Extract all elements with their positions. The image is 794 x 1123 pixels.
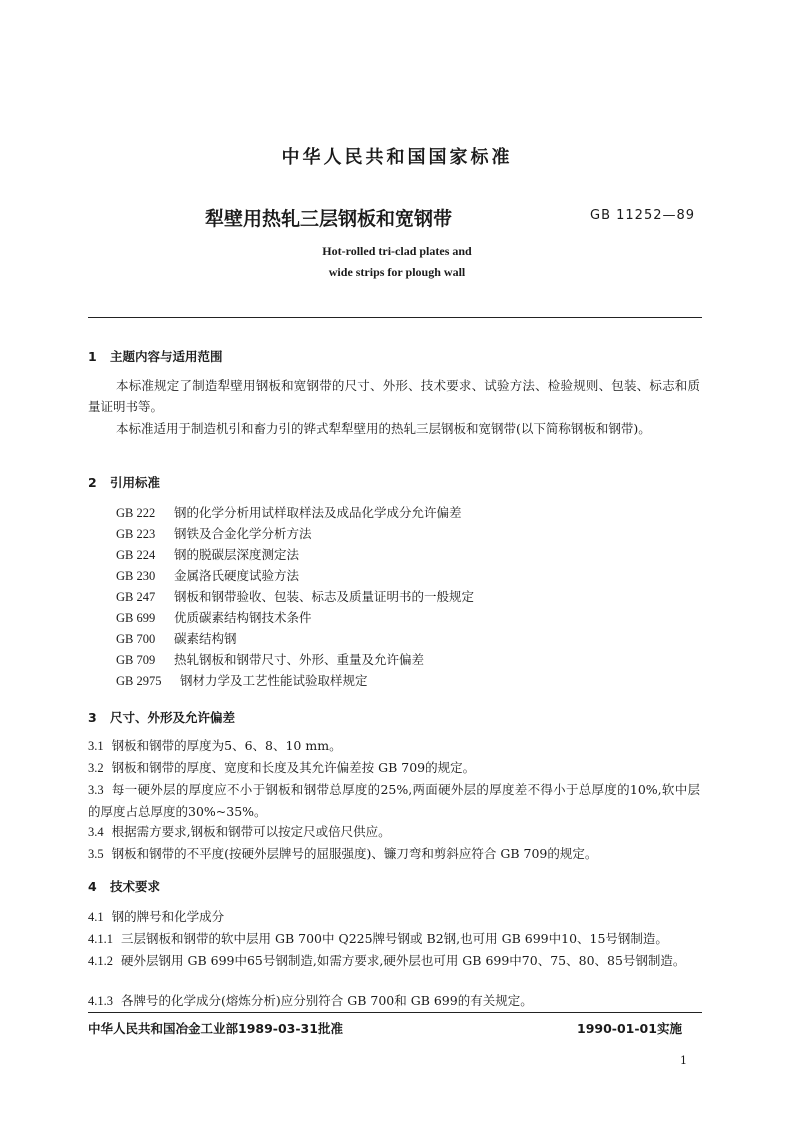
- clause-number: 4.1.2: [88, 954, 113, 968]
- effective-date: 1990-01-01实施: [577, 1021, 682, 1036]
- reference-title: 碳素结构钢: [174, 631, 237, 646]
- page-number: 1: [680, 1054, 687, 1067]
- document-title-en-line1: Hot-rolled tri-clad plates and: [322, 244, 472, 258]
- section-number: 1: [88, 349, 97, 364]
- clause-text: 三层钢板和钢带的软中层用 GB 700中 Q225牌号钢或 B2钢,也可用 GB 699中10、15号钢制造。: [121, 931, 668, 946]
- reference-title: 优质碳素结构钢技术条件: [174, 610, 312, 625]
- reference-item: [116, 608, 312, 626]
- reference-code: GB 223: [116, 527, 156, 541]
- clause-text: 钢板和钢带的厚度、宽度和长度及其允许偏差按 GB 709的规定。: [111, 760, 476, 775]
- reference-title: 钢板和钢带验收、包装、标志及质量证明书的一般规定: [174, 589, 475, 604]
- reference-title: 钢的化学分析用试样取样法及成品化学成分允许偏差: [174, 505, 462, 520]
- clause-item: [88, 906, 700, 928]
- national-standard-heading: 中华人民共和国国家标准: [281, 147, 513, 168]
- clause-text: 每一硬外层的厚度应不小于钢板和钢带总厚度的25%,两面硬外层的厚度差不得小于总厚度的10%,软中层的厚度占总厚度的30%~35%。: [88, 782, 700, 819]
- reference-code: GB 224: [116, 548, 156, 562]
- section-1-heading: [88, 347, 223, 365]
- reference-item: [116, 629, 237, 647]
- section-number: 4: [88, 879, 97, 894]
- clause-text: 钢的牌号和化学成分: [111, 909, 225, 924]
- section-3-heading: [88, 708, 235, 726]
- clause-text: 各牌号的化学成分(熔炼分析)应分别符合 GB 700和 GB 699的有关规定。: [121, 993, 533, 1008]
- reference-item: [116, 587, 474, 605]
- section-1-paragraph-1: 本标准规定了制造犁壁用钢板和宽钢带的尺寸、外形、技术要求、试验方法、检验规则、包装、标志和质量证明书等。: [88, 378, 700, 414]
- reference-item: [116, 524, 312, 542]
- reference-title: 金属洛氏硬度试验方法: [174, 568, 300, 583]
- reference-code: GB 709: [116, 653, 156, 667]
- clause-text: 硬外层钢用 GB 699中65号钢制造,如需方要求,硬外层也可用 GB 699中70、75、80、85号钢制造。: [121, 953, 686, 968]
- reference-item: [116, 503, 462, 521]
- reference-code: GB 247: [116, 590, 156, 604]
- clause-number: 4.1.1: [88, 932, 113, 946]
- clause-number: 3.3: [88, 783, 104, 797]
- reference-title: 钢铁及合金化学分析方法: [174, 526, 312, 541]
- clause-text: 根据需方要求,钢板和钢带可以按定尺或倍尺供应。: [111, 824, 391, 839]
- reference-title: 钢材力学及工艺性能试验取样规定: [180, 673, 368, 688]
- standard-code: GB 11252—89: [590, 208, 696, 223]
- section-title: 尺寸、外形及允许偏差: [110, 710, 236, 725]
- clause-number: 3.5: [88, 847, 104, 861]
- clause-number: 3.2: [88, 761, 104, 775]
- document-title-cn: 犁壁用热轧三层钢板和宽钢带: [205, 208, 453, 230]
- reference-item: [116, 566, 299, 584]
- section-number: 2: [88, 475, 97, 490]
- section-1-paragraph-2: 本标准适用于制造机引和畜力引的铧式犁犁壁用的热轧三层钢板和宽钢带(以下简称钢板和钢带)。: [116, 421, 651, 436]
- clause-item: [88, 990, 700, 1012]
- reference-code: GB 222: [116, 506, 156, 520]
- reference-item: [116, 650, 424, 668]
- clause-item: [88, 843, 700, 865]
- reference-item: [116, 671, 368, 689]
- clause-item: [88, 950, 700, 972]
- approval-line: 中华人民共和国冶金工业部1989-03-31批准: [88, 1021, 343, 1036]
- reference-title: 热轧钢板和钢带尺寸、外形、重量及允许偏差: [174, 652, 425, 667]
- section-title: 主题内容与适用范围: [110, 349, 223, 364]
- clause-number: 3.4: [88, 825, 104, 839]
- clause-item: [88, 821, 700, 843]
- reference-code: GB 699: [116, 611, 156, 625]
- reference-code: GB 700: [116, 632, 156, 646]
- clause-number: 4.1: [88, 910, 104, 924]
- section-title: 技术要求: [110, 879, 161, 894]
- footer-divider: [88, 1012, 702, 1013]
- clause-item: [88, 928, 700, 950]
- reference-code: GB 2975: [116, 674, 162, 688]
- clause-number: 3.1: [88, 739, 104, 753]
- section-4-heading: [88, 877, 160, 895]
- clause-text: 钢板和钢带的厚度为5、6、8、10 mm。: [111, 738, 342, 753]
- document-title-en-line2: wide strips for plough wall: [328, 265, 466, 279]
- clause-item: [88, 735, 700, 757]
- clause-item: [88, 779, 700, 822]
- section-2-heading: [88, 473, 160, 491]
- reference-title: 钢的脱碳层深度测定法: [174, 547, 300, 562]
- reference-item: [116, 545, 299, 563]
- reference-code: GB 230: [116, 569, 156, 583]
- clause-item: [88, 757, 700, 779]
- section-number: 3: [88, 710, 97, 725]
- header-divider: [88, 317, 702, 318]
- clause-number: 4.1.3: [88, 994, 113, 1008]
- clause-text: 钢板和钢带的不平度(按硬外层牌号的屈服强度)、镰刀弯和剪斜应符合 GB 709的规定。: [111, 846, 598, 861]
- section-title: 引用标准: [110, 475, 161, 490]
